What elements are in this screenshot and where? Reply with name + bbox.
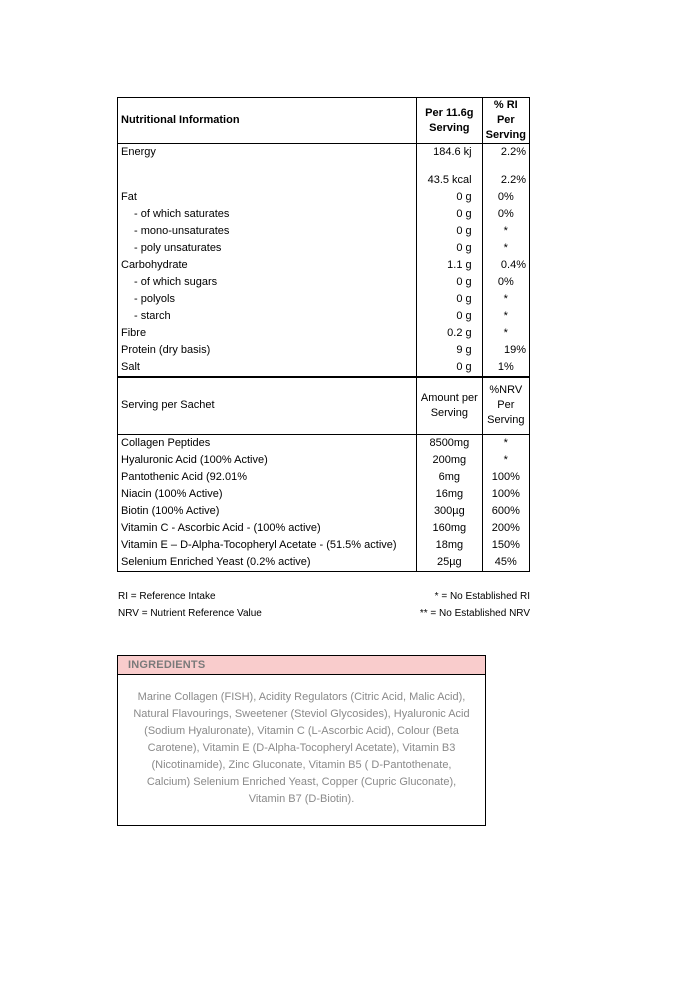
nutrient-amount: 0 g [417, 206, 483, 223]
nutrient-name: Fat [118, 189, 417, 206]
nutrient-amount: 0 g [417, 240, 483, 257]
nutrient-amount: 0 g [417, 359, 483, 377]
nutrient-name: - poly unsaturates [118, 240, 417, 257]
nutrient-amount: 0 g [417, 223, 483, 240]
nutrient-row [118, 189, 530, 206]
nutrient-ri: 0% [482, 206, 529, 223]
sachet-amount: 25µg [417, 554, 483, 572]
sachet-header-amount: Amount per Serving [417, 377, 483, 435]
sachet-amount: 18mg [417, 537, 483, 554]
nutrient-row [118, 257, 530, 274]
sachet-nrv: 100% [482, 486, 529, 503]
sachet-ingredient-name: Selenium Enriched Yeast (0.2% active) [118, 554, 417, 572]
sachet-ingredient-name: Vitamin C - Ascorbic Acid - (100% active) [118, 520, 417, 537]
nutrient-amount: 1.1 g [417, 257, 483, 274]
nutrient-row [118, 223, 530, 240]
sachet-amount: 8500mg [417, 434, 483, 452]
nutrient-ri: 2.2% [482, 172, 529, 189]
sachet-amount: 16mg [417, 486, 483, 503]
nutrient-amount: 0 g [417, 291, 483, 308]
nutrient-row [118, 291, 530, 308]
sachet-nrv: 100% [482, 469, 529, 486]
sachet-ingredient-name: Pantothenic Acid (92.01% [118, 469, 417, 486]
ingredients-box [117, 655, 486, 826]
sachet-amount: 6mg [417, 469, 483, 486]
sachet-nrv: 45% [482, 554, 529, 572]
nutrient-amount: 43.5 kcal [417, 172, 483, 189]
sachet-amount: 160mg [417, 520, 483, 537]
sachet-nrv: 150% [482, 537, 529, 554]
nrv-note: NRV = Nutrient Reference Value [118, 608, 262, 619]
sachet-ingredient-name: Biotin (100% Active) [118, 503, 417, 520]
ingredients-line: Carotene), Vitamin E (D-Alpha-Tocopheryl Acetate), Vitamin B3 [147, 742, 456, 754]
nutrient-ri: * [482, 240, 529, 257]
sachet-row [118, 503, 530, 520]
sachet-ingredient-name: Vitamin E – D-Alpha-Tocopheryl Acetate - (51.5% active) [118, 537, 417, 554]
sachet-nrv: * [482, 452, 529, 469]
nutrient-name: - starch [118, 308, 417, 325]
nutrient-amount: 0 g [417, 274, 483, 291]
ri-note: RI = Reference Intake [118, 591, 216, 602]
nutrient-name: Carbohydrate [118, 257, 417, 274]
nutrient-row [118, 240, 530, 257]
sachet-ingredient-name: Niacin (100% Active) [118, 486, 417, 503]
nutrient-row [118, 308, 530, 325]
sachet-nrv: * [482, 434, 529, 452]
ingredients-line: Marine Collagen (FISH), Acidity Regulators (Citric Acid, Malic Acid), [137, 691, 466, 703]
nutrient-name: Salt [118, 359, 417, 377]
nutrition-header-row [118, 98, 530, 144]
nutrient-amount: 0 g [417, 189, 483, 206]
nutrient-ri: 0% [482, 274, 529, 291]
ingredients-line: (Nicotinamide), Zinc Gluconate, Vitamin B5 ( D-Pantothenate, [151, 759, 452, 771]
nutrient-name: - mono-unsaturates [118, 223, 417, 240]
sachet-ingredient-name: Hyaluronic Acid (100% Active) [118, 452, 417, 469]
nutrient-ri: * [482, 308, 529, 325]
nutrition-header-serving: Per 11.6g Serving [417, 98, 483, 144]
sachet-amount: 300µg [417, 503, 483, 520]
nutrient-row [118, 172, 530, 189]
nutrient-ri: 19% [482, 342, 529, 359]
nutrient-row [118, 342, 530, 359]
ingredients-heading: INGREDIENTS [118, 656, 485, 675]
nutrient-row [118, 144, 530, 172]
sachet-row [118, 537, 530, 554]
nutrient-name: - of which saturates [118, 206, 417, 223]
nutrient-name: Protein (dry basis) [118, 342, 417, 359]
sachet-row [118, 554, 530, 572]
nutrient-name: Energy [118, 144, 417, 172]
nrv-note-row [118, 608, 530, 619]
nutrient-name [118, 172, 417, 189]
nutrient-amount: 9 g [417, 342, 483, 359]
ingredients-line: Calcium) Selenium Enriched Yeast, Copper (Cupric Gluconate), [146, 776, 457, 788]
sachet-header-nrv: %NRV Per Serving [482, 377, 529, 435]
ingredients-line: Natural Flavourings, Sweetener (Steviol Glycosides), Hyaluronic Acid [133, 708, 470, 720]
nutrient-name: - of which sugars [118, 274, 417, 291]
ri-note-row [118, 591, 530, 602]
sachet-row [118, 486, 530, 503]
nutrient-ri: * [482, 325, 529, 342]
ri-asterisk-note: * = No Established RI [434, 591, 530, 602]
nutrient-row [118, 206, 530, 223]
nutrient-amount: 0 g [417, 308, 483, 325]
nrv-asterisk-note: ** = No Established NRV [419, 608, 530, 619]
nutrition-header-ri: % RI Per Serving [482, 98, 529, 144]
nutrient-row [118, 325, 530, 342]
sachet-ingredient-name: Collagen Peptides [118, 434, 417, 452]
sachet-row [118, 434, 530, 452]
sachet-header-title: Serving per Sachet [118, 377, 417, 435]
nutrition-table [117, 97, 530, 572]
nutrient-name: - polyols [118, 291, 417, 308]
sachet-row [118, 520, 530, 537]
nutrient-ri: 2.2% [482, 144, 529, 172]
sachet-row [118, 452, 530, 469]
nutrient-ri: 0.4% [482, 257, 529, 274]
sachet-amount: 200mg [417, 452, 483, 469]
ingredients-text [118, 675, 485, 808]
nutrient-ri: * [482, 223, 529, 240]
ingredients-line: Vitamin B7 (D-Biotin). [248, 793, 355, 805]
sachet-header-row [118, 377, 530, 435]
nutrient-row [118, 274, 530, 291]
ingredients-line: (Sodium Hyaluronate), Vitamin C (L-Ascorbic Acid), Colour (Beta [144, 725, 459, 737]
nutrient-ri: * [482, 291, 529, 308]
nutrient-ri: 1% [482, 359, 529, 377]
sachet-row [118, 469, 530, 486]
nutrient-row [118, 359, 530, 377]
nutrition-header-title: Nutritional Information [118, 98, 417, 144]
sachet-nrv: 600% [482, 503, 529, 520]
nutrient-ri: 0% [482, 189, 529, 206]
sachet-nrv: 200% [482, 520, 529, 537]
nutrient-amount: 184.6 kj [417, 144, 483, 172]
nutrient-amount: 0.2 g [417, 325, 483, 342]
nutrient-name: Fibre [118, 325, 417, 342]
